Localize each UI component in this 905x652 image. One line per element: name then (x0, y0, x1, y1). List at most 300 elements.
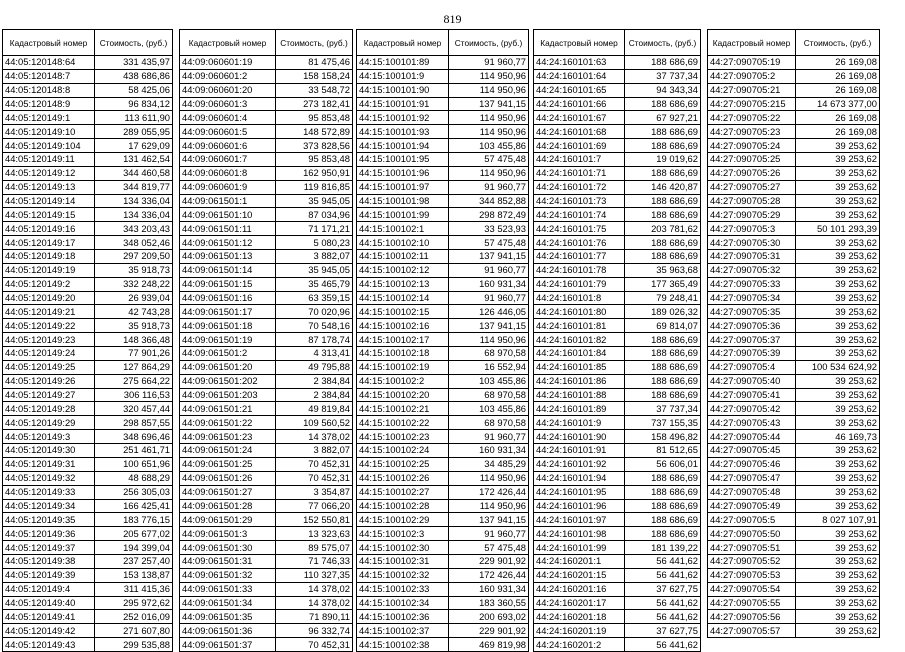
cost-cell: 49 795,88 (276, 360, 353, 374)
cost-cell: 39 253,62 (796, 153, 880, 167)
table-row (534, 111, 701, 125)
cost-cell: 26 939,04 (95, 291, 173, 305)
cost-cell: 35 963,68 (625, 263, 701, 277)
cadastral-number-cell: 44:05:120149:18 (3, 250, 95, 264)
table-row (708, 347, 880, 361)
cost-cell: 3 882,07 (276, 444, 353, 458)
cadastral-number-cell: 44:27:090705:33 (708, 277, 796, 291)
cadastral-number-cell: 44:09:061501:24 (180, 444, 276, 458)
table-row (708, 596, 880, 610)
table-row (357, 624, 529, 638)
table-row (708, 180, 880, 194)
table-row (3, 56, 173, 70)
cadastral-number-cell: 44:09:061501:23 (180, 430, 276, 444)
cost-cell: 39 253,62 (796, 582, 880, 596)
table-row (357, 568, 529, 582)
cadastral-number-cell: 44:09:061501:17 (180, 305, 276, 319)
table-row (357, 69, 529, 83)
cost-cell: 39 253,62 (796, 180, 880, 194)
cadastral-number-cell: 44:15:100102:15 (357, 305, 449, 319)
table-row (708, 166, 880, 180)
cadastral-number-cell: 44:24:160201:15 (534, 568, 625, 582)
cost-cell: 103 455,86 (449, 374, 529, 388)
cost-cell: 96 332,74 (276, 624, 353, 638)
cost-cell: 35 945,05 (276, 194, 353, 208)
table-row (357, 360, 529, 374)
table-row (3, 582, 173, 596)
cost-cell: 153 138,87 (95, 568, 173, 582)
table-row (180, 416, 353, 430)
cadastral-number-cell: 44:24:160201:18 (534, 610, 625, 624)
cost-cell: 114 950,96 (449, 83, 529, 97)
table-row (357, 139, 529, 153)
cost-cell: 158 158,24 (276, 69, 353, 83)
table-row (708, 568, 880, 582)
cadastral-number-cell: 44:24:160101:89 (534, 402, 625, 416)
table-row (708, 319, 880, 333)
cost-cell: 188 686,69 (625, 56, 701, 70)
cost-cell: 114 950,96 (449, 111, 529, 125)
cost-cell: 35 918,73 (95, 319, 173, 333)
table-row (708, 305, 880, 319)
table-row (180, 333, 353, 347)
cost-cell: 188 686,69 (625, 166, 701, 180)
cadastral-table-4 (533, 29, 701, 652)
cost-cell: 4 313,41 (276, 347, 353, 361)
cadastral-table-3 (356, 29, 529, 652)
cadastral-number-cell: 44:15:100101:91 (357, 97, 449, 111)
cost-cell: 188 686,69 (625, 527, 701, 541)
cost-cell: 103 455,86 (449, 139, 529, 153)
table-row (3, 554, 173, 568)
table-row (357, 374, 529, 388)
table-row (3, 180, 173, 194)
cadastral-number-cell: 44:09:060601:19 (180, 56, 276, 70)
cadastral-number-cell: 44:05:120149:30 (3, 444, 95, 458)
cadastral-number-cell: 44:27:090705:4 (708, 360, 796, 374)
table-row (357, 402, 529, 416)
cadastral-number-cell: 44:09:061501:3 (180, 527, 276, 541)
table-row (708, 250, 880, 264)
cost-cell: 57 475,48 (449, 153, 529, 167)
cadastral-number-cell: 44:05:120148:8 (3, 83, 95, 97)
table-row (180, 194, 353, 208)
cost-cell: 188 686,69 (625, 97, 701, 111)
cadastral-number-cell: 44:15:100102:27 (357, 485, 449, 499)
cadastral-number-cell: 44:05:120148:64 (3, 56, 95, 70)
cost-cell: 39 253,62 (796, 610, 880, 624)
cost-cell: 71 746,33 (276, 554, 353, 568)
cadastral-number-cell: 44:24:160101:75 (534, 222, 625, 236)
cadastral-number-cell: 44:09:061501:27 (180, 485, 276, 499)
table-row (357, 291, 529, 305)
cost-cell: 344 460,58 (95, 166, 173, 180)
table-row (357, 527, 529, 541)
cost-cell: 127 864,29 (95, 360, 173, 374)
table-row (534, 56, 701, 70)
table-row (534, 236, 701, 250)
table-row (357, 208, 529, 222)
cost-cell: 177 365,49 (625, 277, 701, 291)
cost-cell: 3 882,07 (276, 250, 353, 264)
cost-cell: 188 686,69 (625, 194, 701, 208)
cadastral-number-cell: 44:05:120149:2 (3, 277, 95, 291)
cadastral-number-cell: 44:15:100102:38 (357, 638, 449, 652)
table-header-row (3, 30, 173, 56)
cadastral-number-cell: 44:09:060601:8 (180, 166, 276, 180)
table-row (357, 83, 529, 97)
cadastral-number-cell: 44:27:090705:28 (708, 194, 796, 208)
table-row (180, 430, 353, 444)
cadastral-number-cell: 44:15:100101:9 (357, 69, 449, 83)
table-header-row (708, 30, 880, 56)
cost-cell: 160 931,34 (449, 582, 529, 596)
cadastral-number-cell: 44:15:100102:17 (357, 333, 449, 347)
table-row (357, 222, 529, 236)
table-row (534, 305, 701, 319)
cost-cell: 39 253,62 (796, 194, 880, 208)
cadastral-number-cell: 44:09:061501:18 (180, 319, 276, 333)
table-row (180, 250, 353, 264)
cost-cell: 35 465,79 (276, 277, 353, 291)
cost-cell: 251 461,71 (95, 444, 173, 458)
table-row (3, 499, 173, 513)
cadastral-table-2 (179, 29, 353, 652)
cadastral-number-cell: 44:24:160101:96 (534, 499, 625, 513)
table-row (180, 444, 353, 458)
table-row (708, 291, 880, 305)
table-row (180, 125, 353, 139)
cadastral-number-cell: 44:09:061501:10 (180, 208, 276, 222)
table-row (534, 360, 701, 374)
cost-cell: 39 253,62 (796, 416, 880, 430)
cadastral-number-cell: 44:15:100102:34 (357, 596, 449, 610)
cadastral-number-cell: 44:27:090705:42 (708, 402, 796, 416)
table-row (180, 277, 353, 291)
cadastral-number-cell: 44:05:120149:3 (3, 430, 95, 444)
cost-cell: 2 384,84 (276, 388, 353, 402)
table-row (534, 527, 701, 541)
cadastral-number-cell: 44:09:061501:11 (180, 222, 276, 236)
cost-cell: 56 441,62 (625, 610, 701, 624)
cadastral-number-cell: 44:09:061501:21 (180, 402, 276, 416)
table-row (3, 222, 173, 236)
table-row (180, 596, 353, 610)
table-row (3, 166, 173, 180)
cadastral-number-cell: 44:24:160101:69 (534, 139, 625, 153)
table-header-row (357, 30, 529, 56)
cost-cell: 189 026,32 (625, 305, 701, 319)
cost-cell: 137 941,15 (449, 513, 529, 527)
cadastral-number-cell: 44:24:160101:82 (534, 333, 625, 347)
cadastral-number-cell: 44:09:061501:12 (180, 236, 276, 250)
cost-cell: 91 960,77 (449, 263, 529, 277)
cost-cell: 134 336,04 (95, 208, 173, 222)
cost-cell: 34 485,29 (449, 457, 529, 471)
cadastral-number-cell: 44:24:160101:94 (534, 471, 625, 485)
cost-cell: 77 901,26 (95, 347, 173, 361)
cadastral-number-cell: 44:05:120149:14 (3, 194, 95, 208)
cadastral-number-cell: 44:15:100102:28 (357, 499, 449, 513)
table-row (180, 153, 353, 167)
cost-cell: 298 872,49 (449, 208, 529, 222)
cost-cell: 56 441,62 (625, 596, 701, 610)
table-row (180, 360, 353, 374)
table-row (180, 56, 353, 70)
cadastral-number-cell: 44:24:160101:77 (534, 250, 625, 264)
table-row (180, 568, 353, 582)
cadastral-number-cell: 44:15:100102:26 (357, 471, 449, 485)
table-row (357, 541, 529, 555)
table-row (534, 139, 701, 153)
cost-cell: 39 253,62 (796, 236, 880, 250)
table-row (708, 277, 880, 291)
cadastral-number-cell: 44:09:060601:20 (180, 83, 276, 97)
cost-cell: 39 253,62 (796, 402, 880, 416)
cadastral-number-cell: 44:09:061501:203 (180, 388, 276, 402)
table-row (357, 554, 529, 568)
cadastral-number-cell: 44:27:090705:49 (708, 499, 796, 513)
table-row (3, 194, 173, 208)
cost-cell: 69 814,07 (625, 319, 701, 333)
cost-cell: 39 253,62 (796, 554, 880, 568)
cadastral-number-cell: 44:09:061501:30 (180, 541, 276, 555)
header-cadastral-number: Кадастровый номер (357, 30, 449, 56)
cadastral-number-cell: 44:15:100101:93 (357, 125, 449, 139)
cadastral-number-cell: 44:05:120149:28 (3, 402, 95, 416)
cost-cell: 68 970,58 (449, 347, 529, 361)
table-row (180, 291, 353, 305)
table-row (357, 180, 529, 194)
table-row (534, 333, 701, 347)
cost-cell: 39 253,62 (796, 305, 880, 319)
cadastral-number-cell: 44:05:120149:22 (3, 319, 95, 333)
cost-cell: 39 253,62 (796, 208, 880, 222)
table-row (708, 513, 880, 527)
cost-cell: 114 950,96 (449, 125, 529, 139)
table-row (534, 430, 701, 444)
table-row (180, 402, 353, 416)
table-row (357, 513, 529, 527)
cost-cell: 13 323,63 (276, 527, 353, 541)
cadastral-number-cell: 44:24:160101:91 (534, 444, 625, 458)
table-row (708, 471, 880, 485)
cadastral-number-cell: 44:05:120148:7 (3, 69, 95, 83)
table-row (180, 527, 353, 541)
cadastral-number-cell: 44:15:100102:21 (357, 402, 449, 416)
cadastral-number-cell: 44:09:061501:16 (180, 291, 276, 305)
table-row (3, 97, 173, 111)
cadastral-number-cell: 44:27:090705:57 (708, 624, 796, 638)
cadastral-number-cell: 44:27:090705:32 (708, 263, 796, 277)
cadastral-number-cell: 44:05:120149:29 (3, 416, 95, 430)
table-header-row (534, 30, 701, 56)
cadastral-number-cell: 44:24:160101:80 (534, 305, 625, 319)
cadastral-number-cell: 44:05:120149:42 (3, 624, 95, 638)
table-row (3, 305, 173, 319)
table-row (3, 430, 173, 444)
cost-cell: 188 686,69 (625, 333, 701, 347)
cadastral-number-cell: 44:27:090705:40 (708, 374, 796, 388)
cost-cell: 71 890,11 (276, 610, 353, 624)
cadastral-number-cell: 44:09:061501:37 (180, 638, 276, 652)
table-row (180, 69, 353, 83)
cost-cell: 146 420,87 (625, 180, 701, 194)
cost-cell: 33 523,93 (449, 222, 529, 236)
table-row (708, 582, 880, 596)
table-row (180, 624, 353, 638)
table-row (357, 153, 529, 167)
cost-cell: 63 359,15 (276, 291, 353, 305)
table-row (357, 97, 529, 111)
cadastral-number-cell: 44:15:100102:22 (357, 416, 449, 430)
table-row (708, 222, 880, 236)
cost-cell: 114 950,96 (449, 471, 529, 485)
table-row (180, 236, 353, 250)
table-row (357, 305, 529, 319)
table-row (3, 402, 173, 416)
cost-cell: 26 169,08 (796, 83, 880, 97)
cadastral-number-cell: 44:05:120149:32 (3, 471, 95, 485)
cost-cell: 137 941,15 (449, 97, 529, 111)
cadastral-number-cell: 44:09:061501:29 (180, 513, 276, 527)
cadastral-number-cell: 44:15:100101:92 (357, 111, 449, 125)
table-row (3, 83, 173, 97)
cost-cell: 39 253,62 (796, 388, 880, 402)
cadastral-number-cell: 44:24:160101:7 (534, 153, 625, 167)
table-row (708, 624, 880, 638)
table-row (357, 166, 529, 180)
cadastral-number-cell: 44:15:100102:19 (357, 360, 449, 374)
table-row (708, 263, 880, 277)
table-row (534, 153, 701, 167)
cadastral-number-cell: 44:15:100102:30 (357, 541, 449, 555)
table-row (708, 402, 880, 416)
cost-cell: 37 627,75 (625, 582, 701, 596)
cost-cell: 46 169,73 (796, 430, 880, 444)
table-row (180, 263, 353, 277)
table-row (708, 153, 880, 167)
cadastral-number-cell: 44:27:090705:35 (708, 305, 796, 319)
cadastral-number-cell: 44:27:090705:51 (708, 541, 796, 555)
table-row (180, 83, 353, 97)
cost-cell: 35 918,73 (95, 263, 173, 277)
cadastral-number-cell: 44:05:120149:21 (3, 305, 95, 319)
cost-cell: 70 452,31 (276, 471, 353, 485)
cadastral-number-cell: 44:09:061501:32 (180, 568, 276, 582)
cadastral-number-cell: 44:05:120149:25 (3, 360, 95, 374)
cost-cell: 87 178,74 (276, 333, 353, 347)
table-row (357, 471, 529, 485)
cost-cell: 188 686,69 (625, 388, 701, 402)
cadastral-number-cell: 44:05:120149:26 (3, 374, 95, 388)
cost-cell: 39 253,62 (796, 457, 880, 471)
cadastral-number-cell: 44:27:090705:19 (708, 56, 796, 70)
cadastral-number-cell: 44:27:090705:37 (708, 333, 796, 347)
table-row (534, 125, 701, 139)
cadastral-number-cell: 44:27:090705:48 (708, 485, 796, 499)
cost-cell: 70 548,16 (276, 319, 353, 333)
cost-cell: 26 169,08 (796, 69, 880, 83)
table-row (534, 582, 701, 596)
cost-cell: 203 781,62 (625, 222, 701, 236)
table-row (708, 610, 880, 624)
cadastral-number-cell: 44:27:090705:30 (708, 236, 796, 250)
cost-cell: 438 686,86 (95, 69, 173, 83)
cadastral-number-cell: 44:05:120149:35 (3, 513, 95, 527)
table-row (534, 471, 701, 485)
cadastral-number-cell: 44:27:090705:55 (708, 596, 796, 610)
cadastral-number-cell: 44:24:160101:84 (534, 347, 625, 361)
cadastral-number-cell: 44:27:090705:26 (708, 166, 796, 180)
cost-cell: 37 737,34 (625, 69, 701, 83)
cadastral-number-cell: 44:24:160101:72 (534, 180, 625, 194)
cost-cell: 295 972,62 (95, 596, 173, 610)
cadastral-number-cell: 44:24:160101:76 (534, 236, 625, 250)
cadastral-number-cell: 44:24:160101:71 (534, 166, 625, 180)
cost-cell: 19 019,62 (625, 153, 701, 167)
cadastral-number-cell: 44:24:160101:88 (534, 388, 625, 402)
table-row (3, 111, 173, 125)
table-row (3, 263, 173, 277)
table-row (357, 430, 529, 444)
cadastral-number-cell: 44:09:061501:34 (180, 596, 276, 610)
cadastral-number-cell: 44:15:100102:16 (357, 319, 449, 333)
cadastral-number-cell: 44:24:160201:19 (534, 624, 625, 638)
cadastral-number-cell: 44:27:090705:46 (708, 457, 796, 471)
cadastral-number-cell: 44:05:120149:24 (3, 347, 95, 361)
table-row (708, 333, 880, 347)
cost-cell: 42 743,28 (95, 305, 173, 319)
cost-cell: 39 253,62 (796, 333, 880, 347)
cost-cell: 8 027 107,91 (796, 513, 880, 527)
cost-cell: 16 552,94 (449, 360, 529, 374)
cost-cell: 37 737,34 (625, 402, 701, 416)
table-row (708, 236, 880, 250)
table-row (534, 194, 701, 208)
cost-cell: 311 415,36 (95, 582, 173, 596)
cadastral-number-cell: 44:15:100101:89 (357, 56, 449, 70)
cost-cell: 26 169,08 (796, 56, 880, 70)
cadastral-number-cell: 44:15:100101:98 (357, 194, 449, 208)
cost-cell: 35 945,05 (276, 263, 353, 277)
cost-cell: 343 203,43 (95, 222, 173, 236)
cadastral-number-cell: 44:27:090705:39 (708, 347, 796, 361)
cost-cell: 39 253,62 (796, 250, 880, 264)
table-row (708, 360, 880, 374)
table-row (180, 166, 353, 180)
cadastral-number-cell: 44:27:090705:215 (708, 97, 796, 111)
table-row (180, 97, 353, 111)
cadastral-number-cell: 44:05:120149:37 (3, 541, 95, 555)
table-row (180, 180, 353, 194)
cadastral-number-cell: 44:05:120149:10 (3, 125, 95, 139)
table-row (708, 430, 880, 444)
cadastral-number-cell: 44:15:100102:3 (357, 527, 449, 541)
cadastral-number-cell: 44:05:120149:33 (3, 485, 95, 499)
table-row (534, 83, 701, 97)
cadastral-number-cell: 44:15:100102:13 (357, 277, 449, 291)
cost-cell: 96 834,12 (95, 97, 173, 111)
cadastral-table-5 (707, 29, 880, 638)
table-row (534, 291, 701, 305)
cost-cell: 39 253,62 (796, 291, 880, 305)
table-row (357, 263, 529, 277)
cost-cell: 100 534 624,92 (796, 360, 880, 374)
cadastral-number-cell: 44:27:090705:47 (708, 471, 796, 485)
table-row (534, 250, 701, 264)
cost-cell: 39 253,62 (796, 277, 880, 291)
